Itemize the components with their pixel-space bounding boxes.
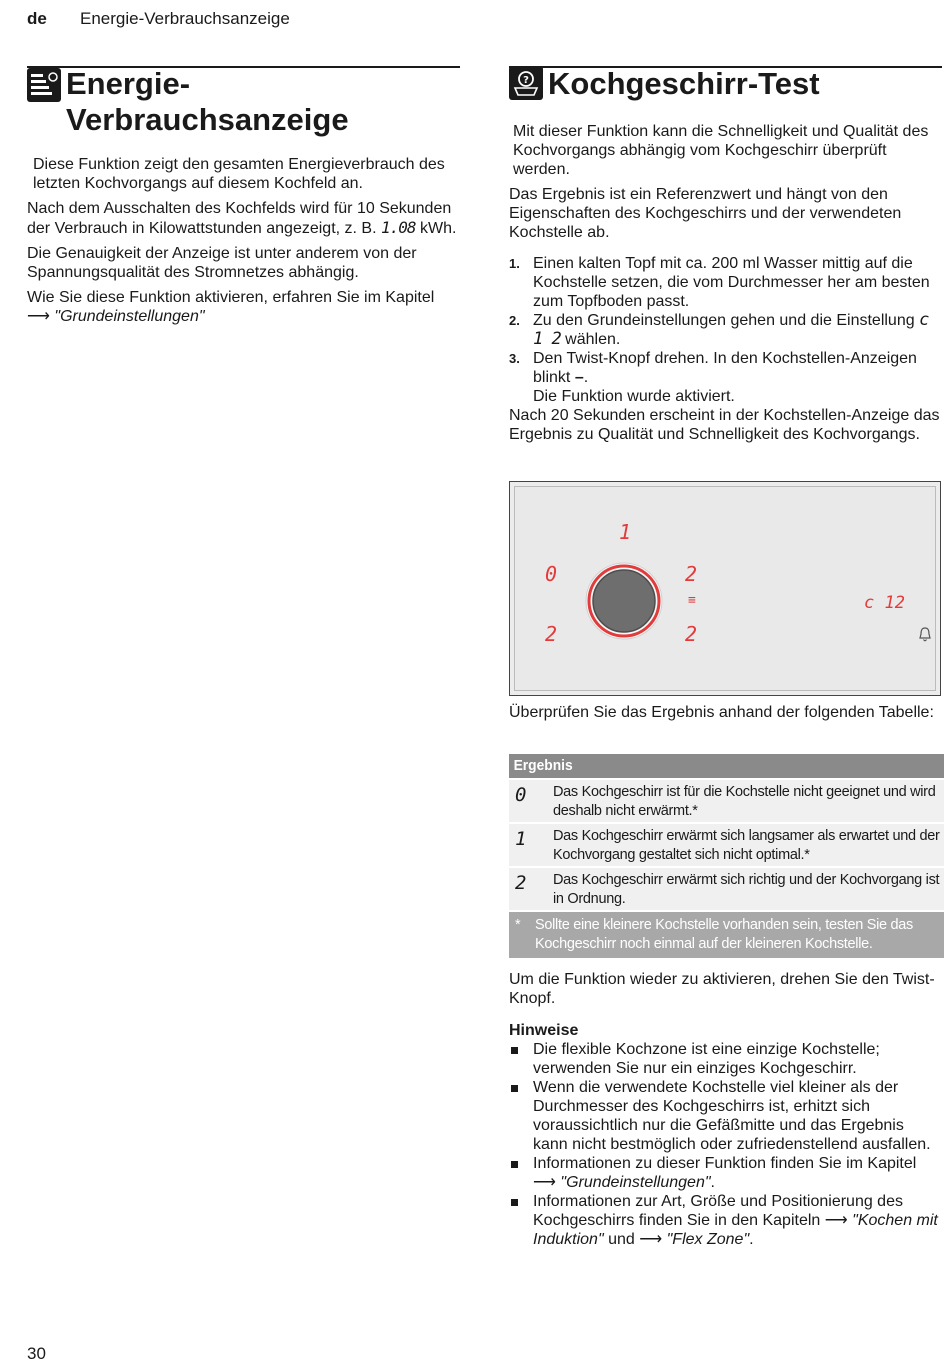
running-header-title: Energie-Verbrauchsanzeige <box>80 9 290 28</box>
result-description: Das Kochgeschirr ist für die Kochstelle nicht geeignet und wird deshalb nicht erwärmt.* <box>553 784 936 819</box>
chapter-reference[interactable]: "Flex Zone" <box>666 1231 750 1248</box>
kwh-display-value: 1.08 <box>381 218 416 237</box>
table-row <box>509 778 944 822</box>
chapter-reference[interactable]: "Grundeinstellungen" <box>560 1174 711 1191</box>
table-intro: Überprüfen Sie das Ergebnis anhand der folgenden Tabelle: <box>509 704 934 721</box>
notes-list <box>509 1040 941 1249</box>
result-description: Das Kochgeschirr erwärmt sich richtig und der Kochvorgang ist in Ordnung. <box>553 872 940 907</box>
arrow-icon: ⟶ <box>533 1174 556 1191</box>
table-row <box>509 822 944 866</box>
table-header: Ergebnis <box>509 754 944 778</box>
display-right-top: 2 <box>685 562 698 586</box>
step-list <box>509 254 941 406</box>
table-footnote <box>509 910 944 958</box>
accuracy-paragraph: Die Genauigkeit der Anzeige ist unter anderem von der Spannungsqualität des Stromnetzes abhängig. <box>27 245 417 281</box>
step-number: 3. <box>509 351 520 366</box>
step-text-end: . <box>583 369 589 386</box>
note-text: Die flexible Kochzone ist eine einzige Kochstelle; verwenden Sie nur ein einziges Kochgeschirr. <box>533 1041 880 1077</box>
chapter-reference[interactable]: "Kochen mit Induktion" <box>533 1212 938 1248</box>
display-top: 1 <box>619 520 632 544</box>
blink-dash-display: – <box>574 369 584 386</box>
chapter-reference[interactable]: "Grundeinstellungen" <box>54 308 205 325</box>
activation-paragraph <box>27 288 460 326</box>
step-text: Einen kalten Topf mit ca. 200 ml Wasser mittig auf die Kochstelle setzen, die vom Durchmesser her am besten zum Topfboden passt. <box>533 255 930 310</box>
note-text: Wenn die verwendete Kochstelle viel kleiner als der Durchmesser des Kochgeschirrs ist, erhitzt sich voraussichtlich nur die Gefäßmitte und das Ergebnis kann nicht bestmöglich oder zufriedenstellend ausfallen. <box>533 1079 931 1153</box>
step-text-end: wählen. <box>565 331 621 348</box>
setting-display-c12: c 12 <box>864 593 905 613</box>
note-item <box>509 1040 941 1078</box>
footnote-text: Sollte eine kleinere Kochstelle vorhanden sein, testen Sie das Kochgeschirr noch einmal auf der kleineren Kochstelle. <box>535 917 913 952</box>
reactivate-paragraph: Um die Funktion wieder zu aktivieren, drehen Sie den Twist-Knopf. <box>509 971 935 1007</box>
step-text: Zu den Grundeinstellungen gehen und die Einstellung <box>533 312 915 329</box>
energy-meter-icon <box>27 68 61 102</box>
title-line-1: Energie- <box>66 66 191 101</box>
result-table <box>509 754 944 958</box>
setting-display: c 1 2 <box>533 310 929 349</box>
energy-display-text: Nach dem Ausschalten des Kochfelds wird für 10 Sekunden der Verbrauch in Kilowattstunden angezeigt, z. B. <box>27 200 452 237</box>
note-text: Informationen zur Art, Größe und Positionierung des Kochgeschirrs finden Sie in den Kapiteln <box>533 1193 903 1229</box>
result-description: Das Kochgeschirr erwärmt sich langsamer als erwartet und der Kochvorgang gestaltet sich nicht optimal.* <box>553 828 940 863</box>
twist-knob[interactable] <box>584 561 664 641</box>
display-right-bottom: 2 <box>685 622 698 646</box>
note-item <box>509 1154 941 1192</box>
result-code: 1 <box>515 828 527 850</box>
note-text: Informationen zu dieser Funktion finden Sie im Kapitel <box>533 1155 917 1172</box>
svg-text:?: ? <box>523 75 529 86</box>
language-code: de <box>27 9 47 28</box>
note-text-mid: und <box>608 1231 635 1248</box>
energy-display-paragraph <box>27 199 460 238</box>
note-item <box>509 1078 941 1154</box>
cookware-test-body <box>509 122 941 450</box>
arrow-icon: ⟶ <box>27 308 50 325</box>
energy-section-title <box>66 66 456 138</box>
display-middle: ≡ <box>688 593 696 608</box>
step-text: Den Twist-Knopf drehen. In den Kochstellen-Anzeigen blinkt <box>533 350 917 386</box>
cookware-test-title: Kochgeschirr-Test <box>548 66 820 101</box>
note-text-end: . <box>749 1231 754 1248</box>
cookware-test-icon <box>509 66 543 100</box>
bell-icon[interactable] <box>918 627 932 643</box>
reference-paragraph: Das Ergebnis ist ein Referenzwert und hängt von den Eigenschaften des Kochgeschirrs und der verwendeten Kochstelle ab. <box>509 186 902 241</box>
display-left-bottom: 2 <box>545 622 558 646</box>
table-header-row <box>509 754 944 778</box>
display-left-top: 0 <box>545 562 558 586</box>
notes-title: Hinweise <box>509 1022 579 1039</box>
notes-section <box>509 1021 941 1249</box>
energy-intro: Diese Funktion zeigt den gesamten Energieverbrauch des letzten Kochvorgangs auf diesem Kochfeld an. <box>33 156 445 192</box>
arrow-icon: ⟶ <box>639 1231 663 1248</box>
kwh-unit: kWh. <box>419 220 457 237</box>
step-3 <box>509 349 941 406</box>
activation-text: Wie Sie diese Funktion aktivieren, erfahren Sie im Kapitel <box>27 289 435 306</box>
energy-section-body <box>27 155 460 332</box>
step-result: Die Funktion wurde aktiviert. <box>533 388 735 405</box>
page-number: 30 <box>27 1344 46 1363</box>
step-2 <box>509 311 941 349</box>
table-row <box>509 866 944 910</box>
note-item <box>509 1192 941 1249</box>
arrow-icon: ⟶ <box>824 1212 848 1229</box>
panel-surface <box>514 486 936 691</box>
note-text-end: . <box>710 1174 715 1191</box>
result-code: 2 <box>515 872 527 894</box>
result-code: 0 <box>515 784 527 806</box>
test-intro: Mit dieser Funktion kann die Schnelligkeit und Qualität des Kochvorgangs abhängig vom Kochgeschirr überprüft werden. <box>513 123 929 178</box>
title-line-2: Verbrauchsanzeige <box>66 102 349 137</box>
step-1 <box>509 254 941 311</box>
result-paragraph: Nach 20 Sekunden erscheint in der Kochstellen-Anzeige das Ergebnis zu Qualität und Schnelligkeit des Kochvorgangs. <box>509 407 940 443</box>
step-number: 1. <box>509 256 520 271</box>
step-number: 2. <box>509 313 520 328</box>
footnote-mark: * <box>515 917 521 933</box>
control-panel-illustration <box>509 481 941 696</box>
